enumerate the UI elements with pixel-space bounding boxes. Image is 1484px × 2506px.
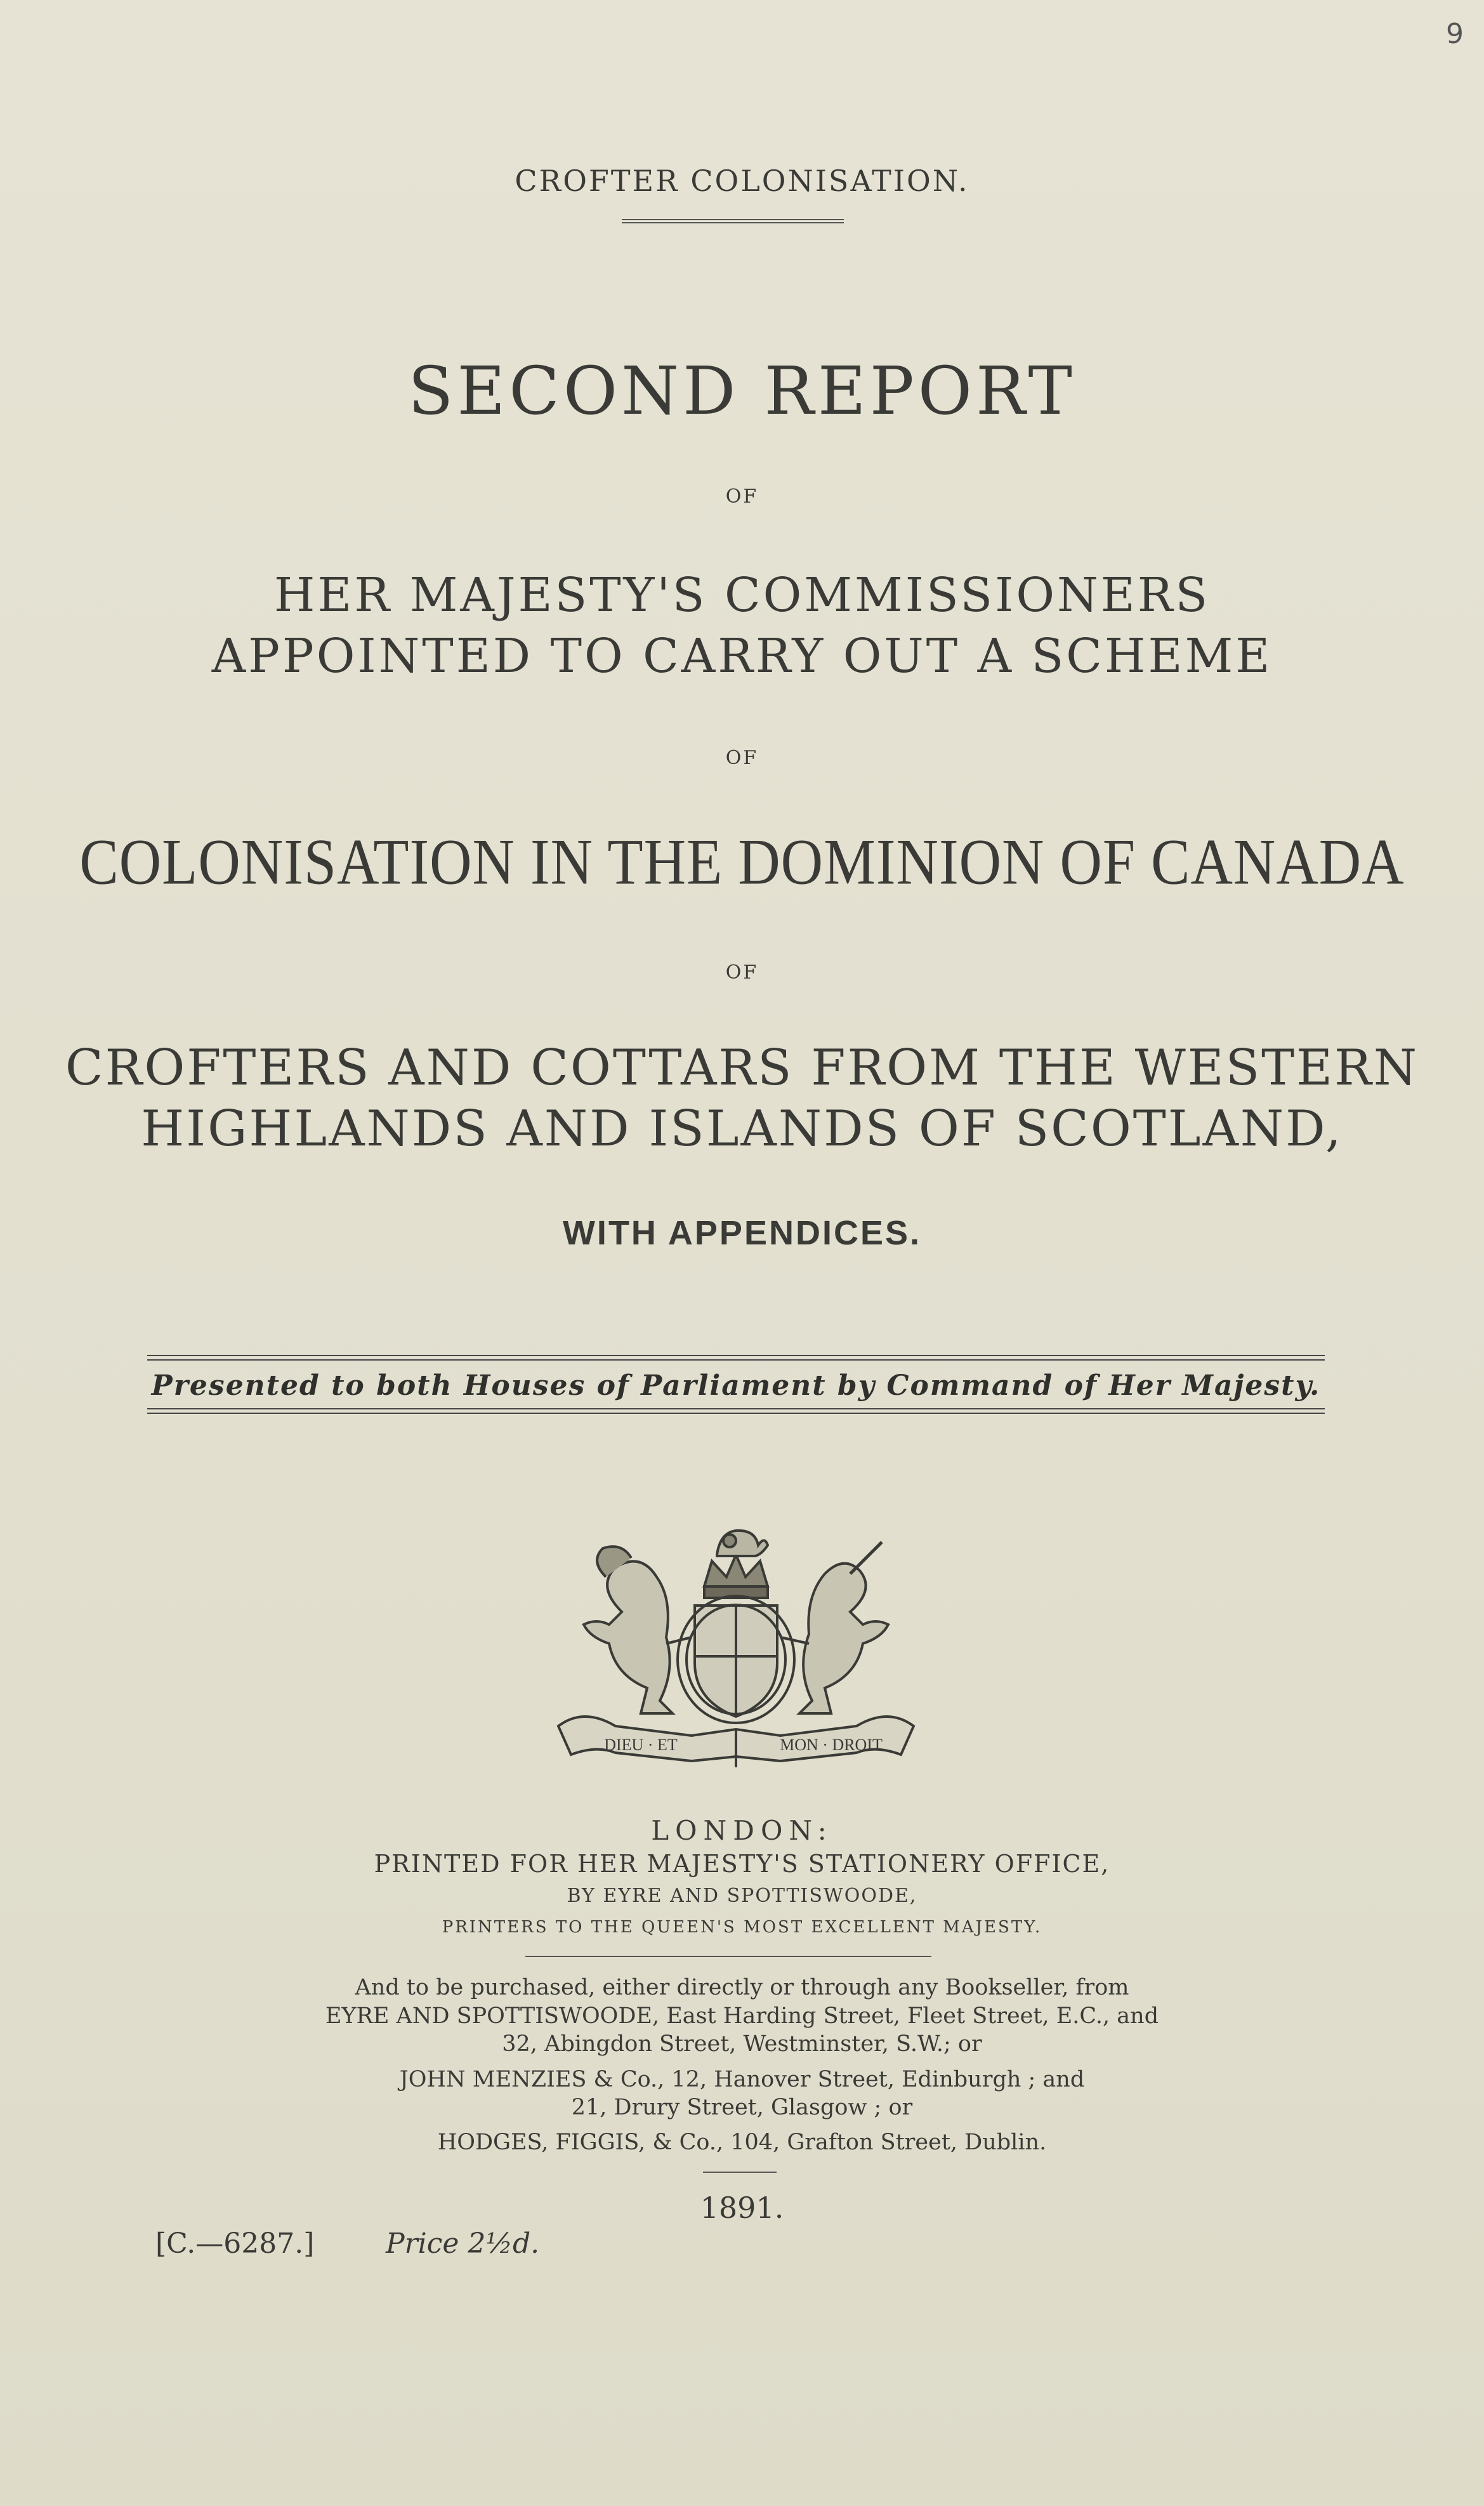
publication-year: 1891. <box>700 2191 784 2225</box>
commissioners-heading <box>0 565 1484 687</box>
colonisation-heading: COLONISATION IN THE DOMINION OF CANADA <box>79 825 1405 899</box>
bookseller-eyre-line-2: 32, Abingdon Street, Westminster, S.W.; or <box>502 2031 982 2057</box>
crofters-line-1: CROFTERS AND COTTARS FROM THE WESTERN <box>65 1039 1419 1097</box>
running-head: CROFTER COLONISATION. <box>515 164 969 198</box>
crofters-heading <box>0 1038 1484 1159</box>
presented-line: Presented to both Houses of Parliament by Command of Her Majesty. <box>151 1369 1321 1402</box>
imprint-printed: PRINTED FOR HER MAJESTY'S STATIONERY OFFICE, <box>374 1850 1110 1878</box>
bottom-double-rule <box>147 1408 1325 1414</box>
appendices-line: WITH APPENDICES. <box>562 1214 922 1252</box>
running-head-rule <box>622 219 844 225</box>
top-double-rule <box>147 1355 1325 1361</box>
motto-right: MON · DROIT <box>780 1736 883 1754</box>
report-title: SECOND REPORT <box>408 352 1076 430</box>
presented-block <box>147 1355 1325 1431</box>
year-rule <box>703 2172 777 2173</box>
commissioners-line-2: APPOINTED TO CARRY OUT A SCHEME <box>211 629 1273 683</box>
imprint-rule <box>525 1956 931 1957</box>
bookseller-menzies-line-1: JOHN MENZIES & Co., 12, Hanover Street, Edinburgh ; and <box>399 2067 1085 2092</box>
page-number: 9 <box>1446 18 1464 50</box>
commissioners-line-1: HER MAJESTY'S COMMISSIONERS <box>273 568 1211 623</box>
price: Price 2½d. <box>386 2227 540 2260</box>
purchase-intro: And to be purchased, either directly or through any Bookseller, from <box>355 1975 1129 2000</box>
of-connector: OF <box>725 747 759 769</box>
bookseller-eyre-line-1: EYRE AND SPOTTISWOODE, East Harding Street, Fleet Street, E.C., and <box>325 2003 1159 2029</box>
bookseller-hodges: HODGES, FIGGIS, & Co., 104, Grafton Street, Dublin. <box>437 2130 1047 2155</box>
motto-left: DIEU · ET <box>604 1736 678 1754</box>
of-connector: OF <box>725 961 759 984</box>
imprint-printers: PRINTERS TO THE QUEEN'S MOST EXCELLENT MAJESTY. <box>442 1918 1042 1937</box>
crofters-line-2: HIGHLANDS AND ISLANDS OF SCOTLAND, <box>141 1100 1343 1157</box>
command-paper-reference: [C.—6287.] <box>155 2227 315 2260</box>
imprint-city: LONDON: <box>651 1815 833 1846</box>
imprint-by: BY EYRE AND SPOTTISWOODE, <box>567 1885 917 1907</box>
royal-coat-of-arms-icon <box>546 1517 926 1771</box>
of-connector: OF <box>725 485 759 508</box>
bookseller-menzies-line-2: 21, Drury Street, Glasgow ; or <box>571 2095 913 2120</box>
